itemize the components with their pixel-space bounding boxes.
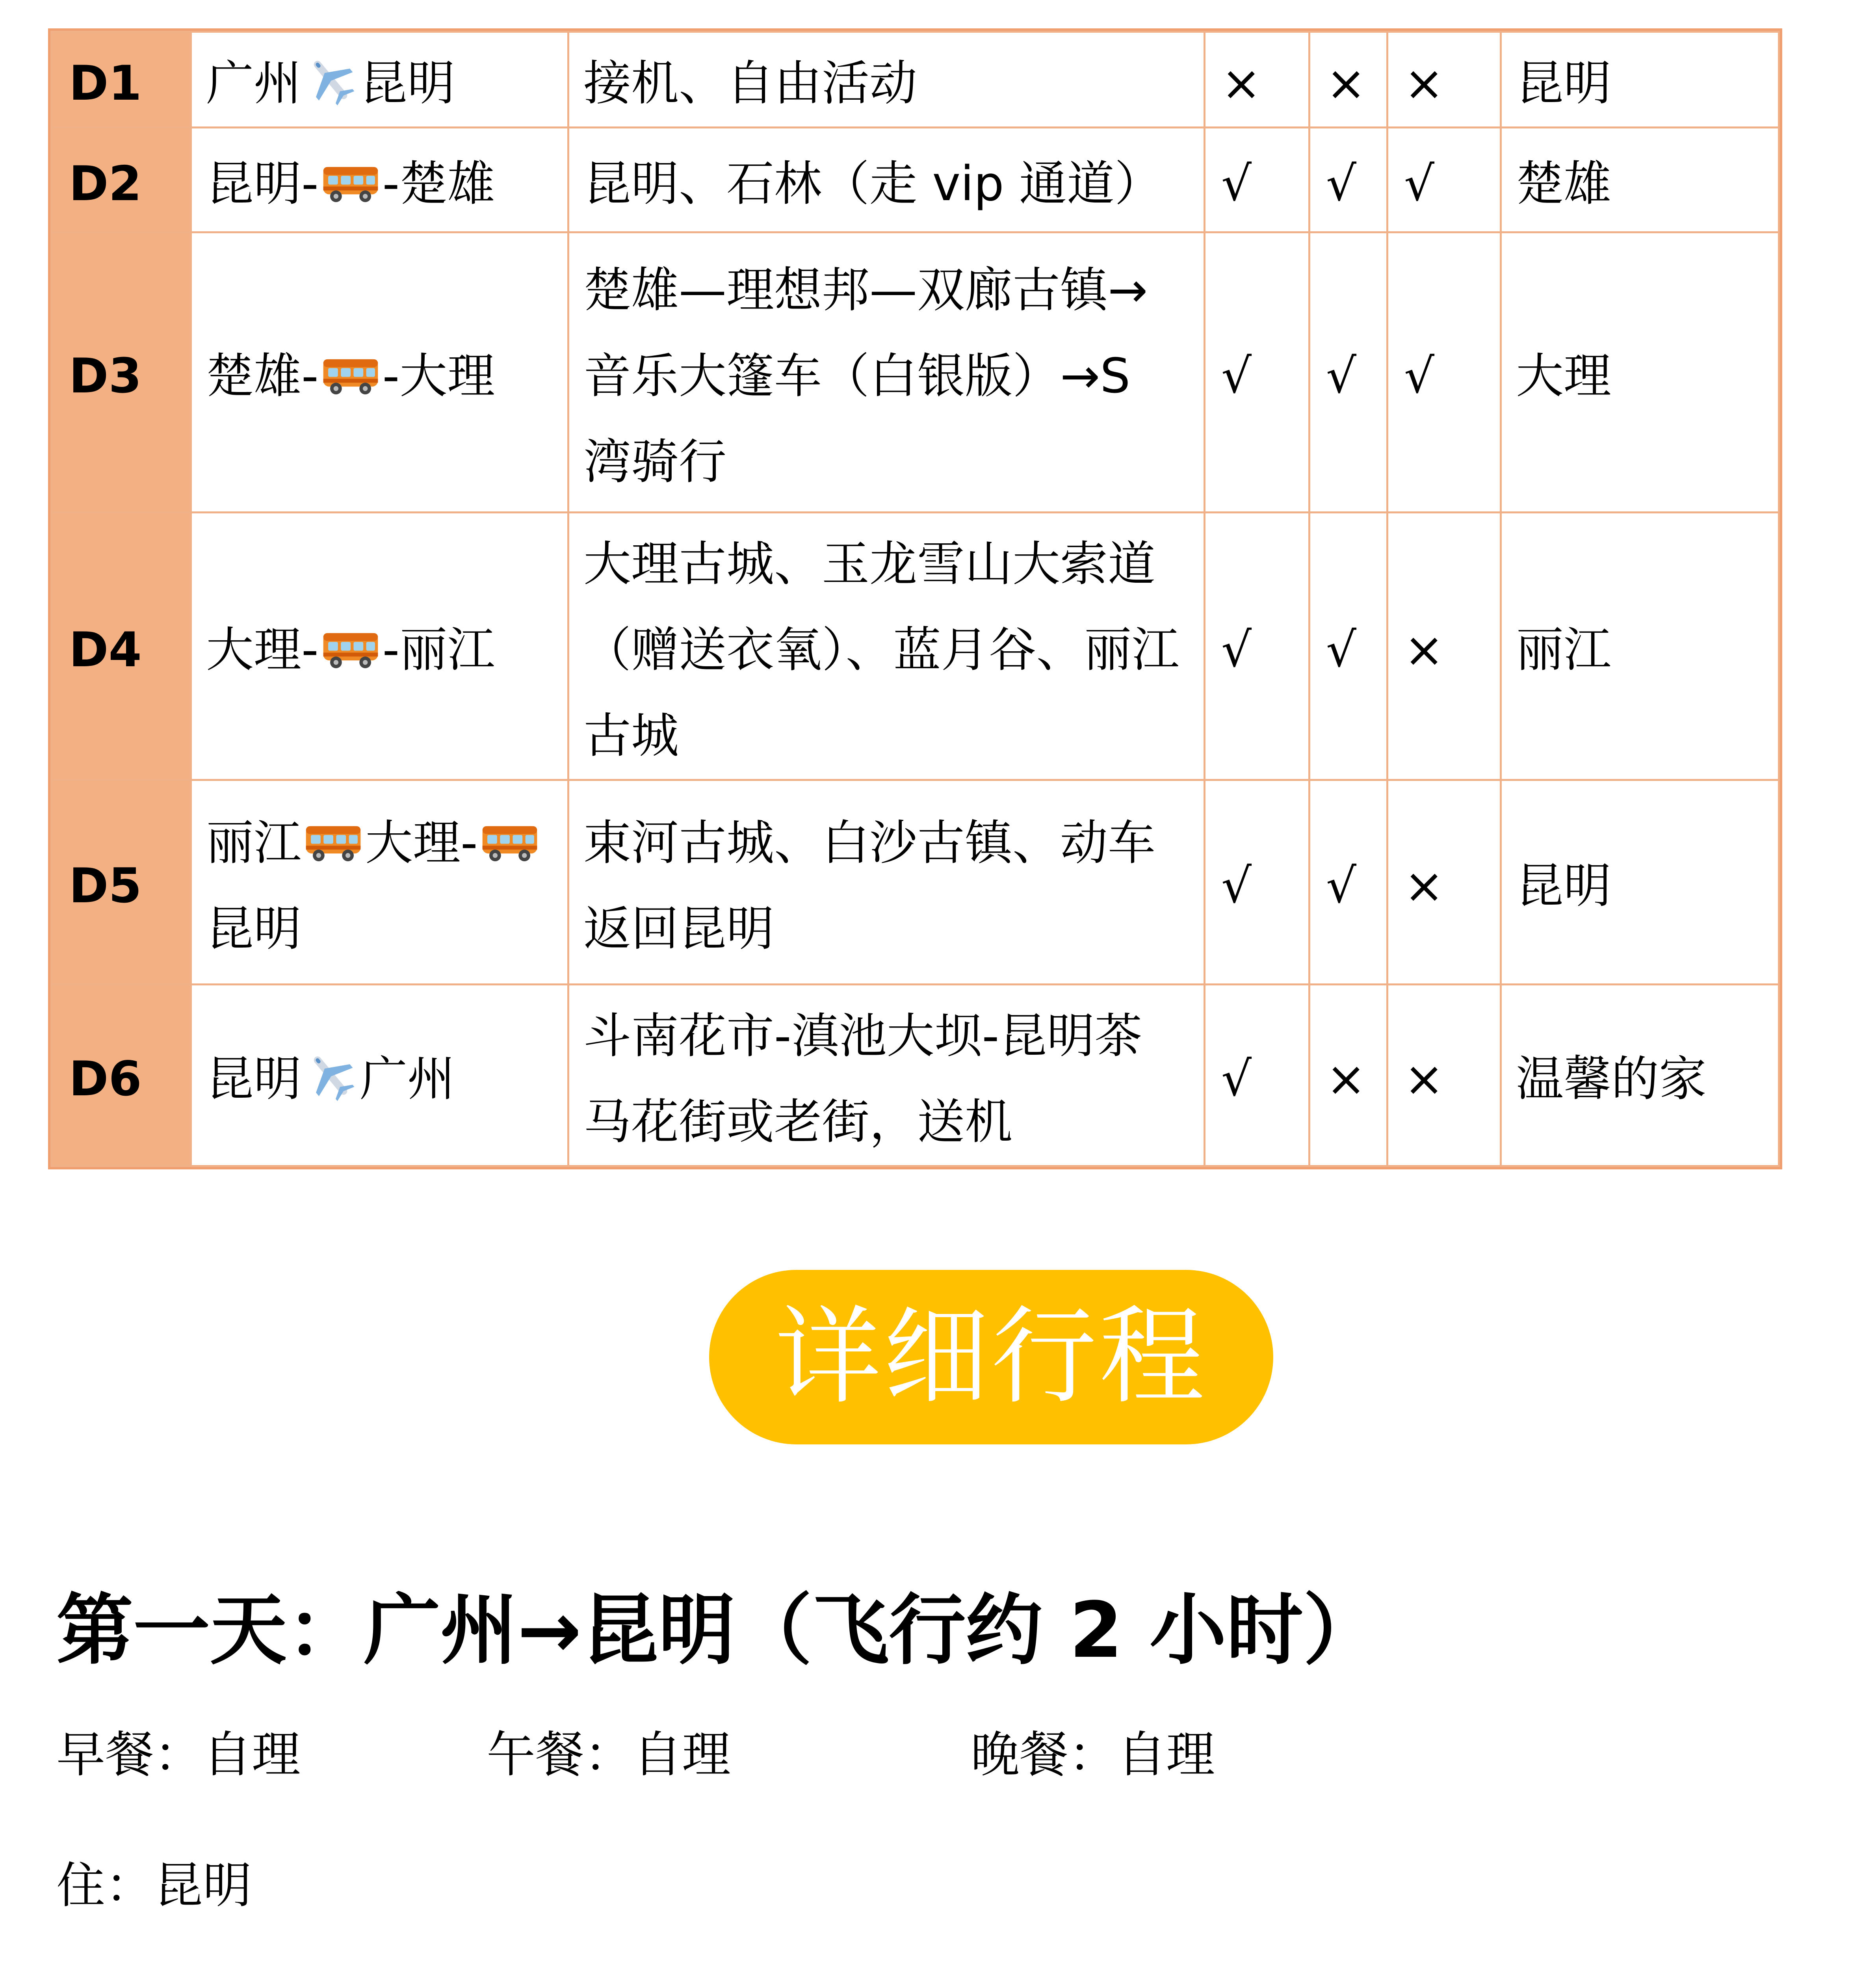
day1-lunch: 午餐：自理 [487, 1727, 731, 1783]
activities-cell: 大理古城、玉龙雪山大索道（赠送衣氧）、蓝月谷、丽江古城 [568, 513, 1205, 780]
route-cell [191, 513, 568, 780]
bus-icon [321, 629, 380, 670]
lunch-mark: √ [1309, 128, 1387, 232]
lunch-mark: √ [1309, 780, 1387, 985]
day-label: D1 [52, 32, 191, 128]
lunch-mark: × [1309, 32, 1387, 128]
route-to: -楚雄 [382, 156, 495, 212]
table-row [52, 232, 1779, 513]
day-label: D5 [52, 780, 191, 985]
route-from: 楚雄- [206, 348, 319, 404]
day-label: D2 [52, 128, 191, 232]
section-heading: 详细行程 [709, 1270, 1273, 1444]
breakfast-mark: × [1205, 32, 1309, 128]
route-cell [191, 780, 568, 985]
breakfast-mark: √ [1205, 513, 1309, 780]
route-from: 昆明 [206, 1051, 302, 1107]
bus-icon [480, 822, 539, 863]
stay-cell: 楚雄 [1501, 128, 1779, 232]
table-row [52, 985, 1779, 1166]
stay-cell: 昆明 [1501, 780, 1779, 985]
route-cell [191, 232, 568, 513]
route-cell [191, 985, 568, 1166]
activities-cell: 楚雄—理想邦—双廊古镇→音乐大篷车（白银版）→S 湾骑行 [568, 232, 1205, 513]
activities-cell: 斗南花市-滇池大坝-昆明茶马花街或老街，送机 [568, 985, 1205, 1166]
plane-icon [303, 1048, 358, 1103]
breakfast-mark: √ [1205, 232, 1309, 513]
breakfast-mark: √ [1205, 985, 1309, 1166]
stay-cell: 温馨的家 [1501, 985, 1779, 1166]
route-to: -丽江 [382, 622, 495, 678]
route-to: -大理 [382, 348, 495, 404]
route-to: 广州 [360, 1051, 455, 1107]
route-cell [191, 32, 568, 128]
stay-cell: 大理 [1501, 232, 1779, 513]
route-cell [191, 128, 568, 232]
route-to: 昆明 [360, 56, 455, 111]
route-from: 昆明- [206, 156, 319, 212]
route-to: 大理- [365, 815, 478, 871]
activities-cell: 束河古城、白沙古镇、动车返回昆明 [568, 780, 1205, 985]
dinner-mark: × [1387, 780, 1501, 985]
route-from: 丽江 [206, 815, 302, 871]
activities-cell: 接机、自由活动 [568, 32, 1205, 128]
dinner-mark: × [1387, 513, 1501, 780]
activities-cell: 昆明、石林（走 vip 通道） [568, 128, 1205, 232]
dinner-mark: √ [1387, 128, 1501, 232]
route-from: 大理- [206, 622, 319, 678]
day-label: D3 [52, 232, 191, 513]
stay-cell: 丽江 [1501, 513, 1779, 780]
itinerary-table [50, 31, 1780, 1167]
route-from: 广州 [206, 56, 302, 111]
plane-icon [303, 52, 358, 108]
day1-title: 第一天：广州→昆明（飞行约 2 小时） [56, 1585, 1380, 1675]
table-row [52, 513, 1779, 780]
day1-stay: 住：昆明 [56, 1857, 252, 1914]
breakfast-mark: √ [1205, 780, 1309, 985]
dinner-mark: × [1387, 32, 1501, 128]
lunch-mark: √ [1309, 513, 1387, 780]
day1-dinner: 晚餐：自理 [971, 1727, 1215, 1783]
day-label: D6 [52, 985, 191, 1166]
day-label: D4 [52, 513, 191, 780]
bus-icon [321, 355, 380, 396]
lunch-mark: × [1309, 985, 1387, 1166]
stay-cell: 昆明 [1501, 32, 1779, 128]
breakfast-mark: √ [1205, 128, 1309, 232]
day1-breakfast: 早餐：自理 [56, 1727, 301, 1783]
route-end: 昆明 [206, 901, 302, 957]
dinner-mark: √ [1387, 232, 1501, 513]
bus-icon [321, 163, 380, 204]
table-row [52, 780, 1779, 985]
bus-icon [304, 822, 363, 863]
table-row [52, 128, 1779, 232]
dinner-mark: × [1387, 985, 1501, 1166]
lunch-mark: √ [1309, 232, 1387, 513]
table-row [52, 32, 1779, 128]
